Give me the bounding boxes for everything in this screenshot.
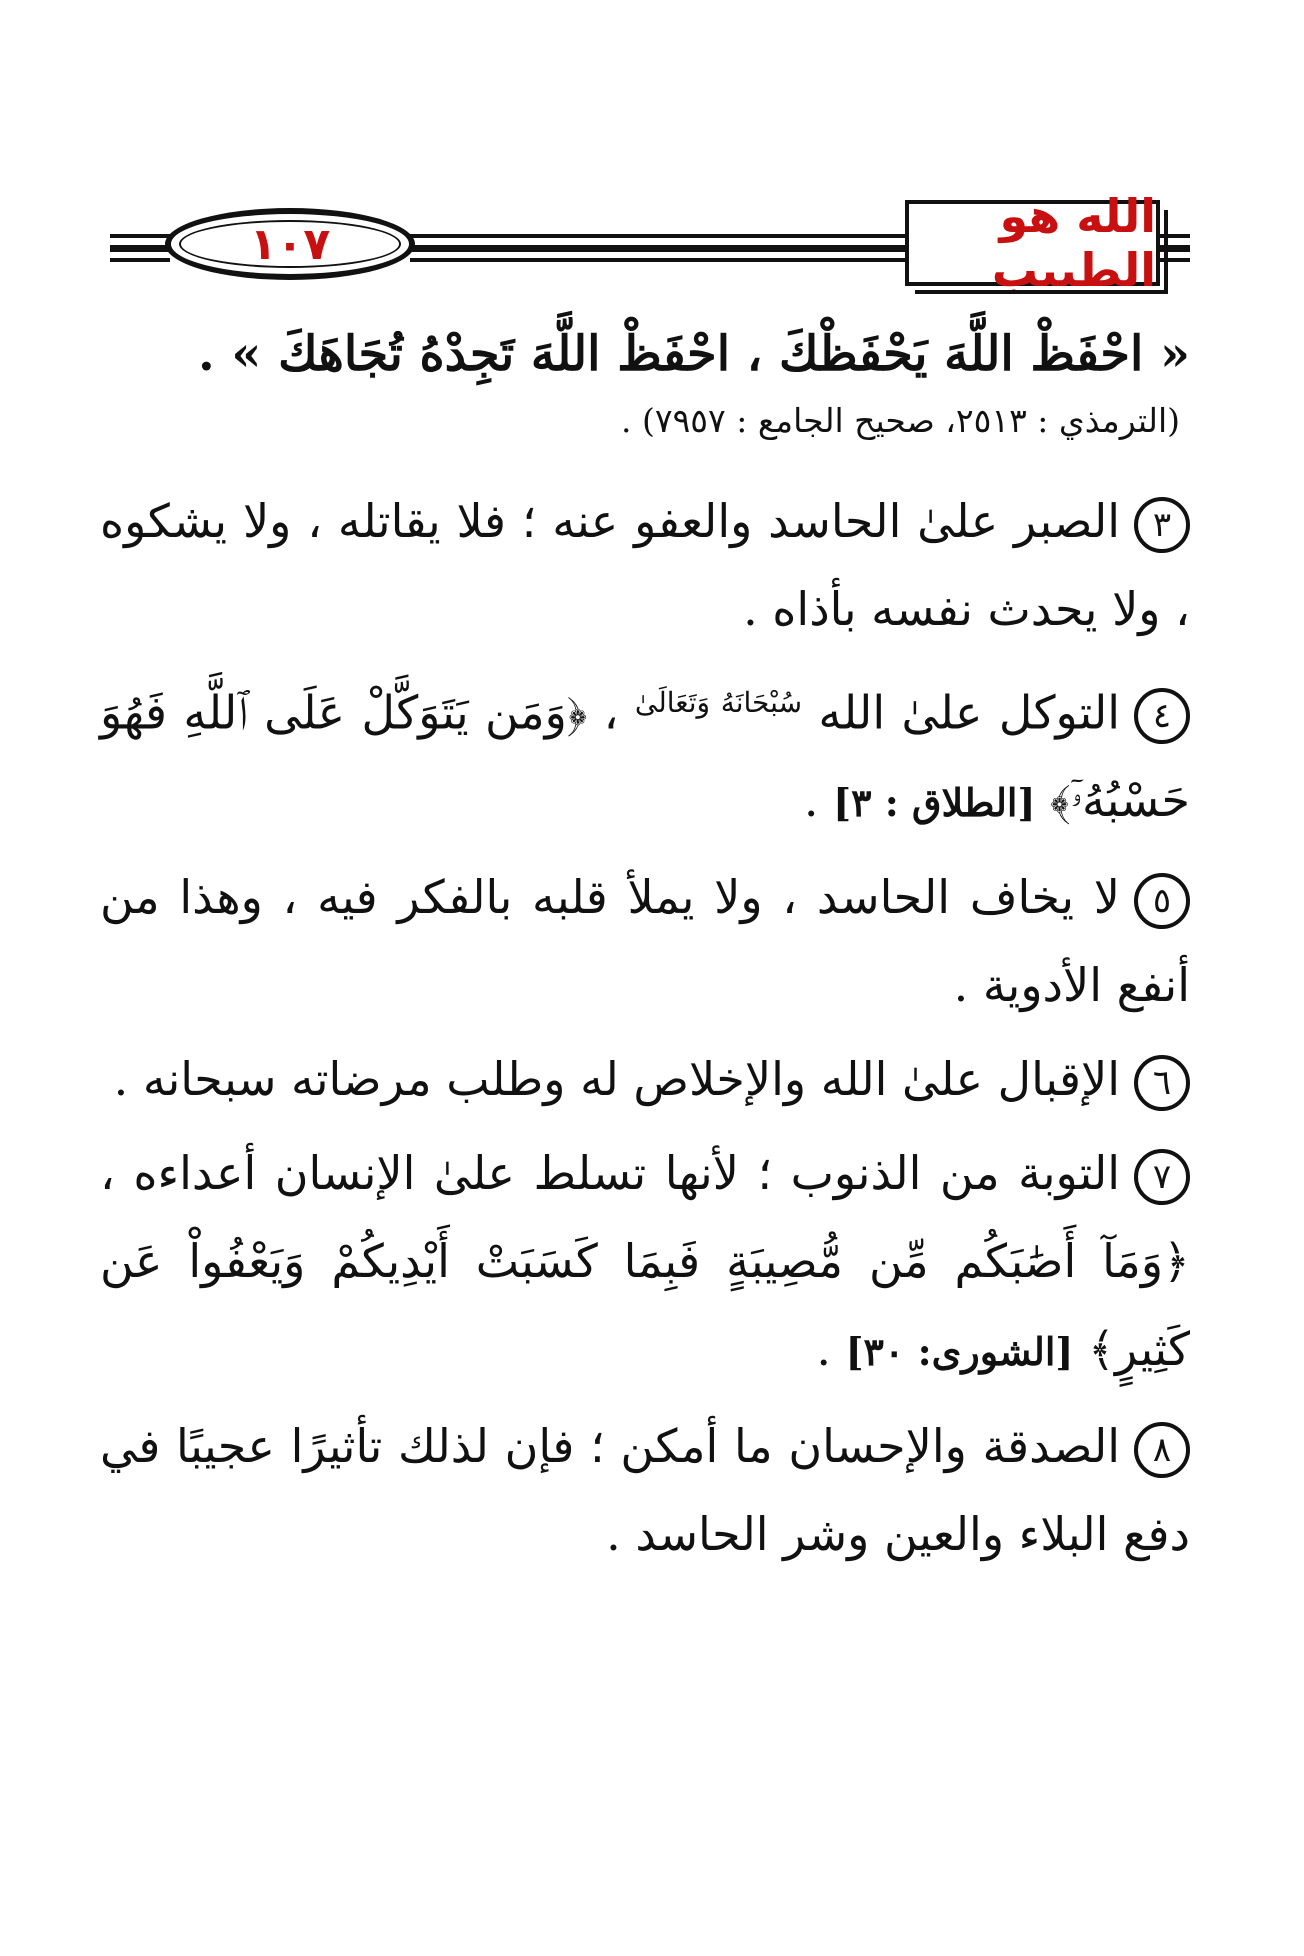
list-item xyxy=(100,853,1190,1029)
header-rule xyxy=(110,234,170,238)
page-body xyxy=(100,315,1190,1584)
honorific-glyph: سُبْحَانَهُ وَتَعَالَىٰ xyxy=(634,686,803,719)
list-item xyxy=(100,659,1190,847)
list-item xyxy=(100,1402,1190,1578)
item-text: الإقبال علىٰ الله والإخلاص له وطلب مرضاته سبحانه . xyxy=(113,1052,1120,1107)
quran-verse: ﴿وَمَآ أَصَٰبَكُم مِّن مُّصِيبَةٍ فَبِمَا كَسَبَتْ أَيْدِيكُمْ وَيَعْفُواْ عَن كَثِيرٍ﴾ xyxy=(100,1234,1190,1377)
page-header xyxy=(110,189,1190,297)
item-number: ٨ xyxy=(1134,1422,1190,1478)
list-item xyxy=(100,1129,1190,1396)
item-text: الصبر علىٰ الحاسد والعفو عنه ؛ فلا يقاتله ، ولا يشكوه ، ولا يحدث نفسه بأذاه . xyxy=(100,494,1190,636)
hadith-text: « احْفَظْ اللَّهَ يَحْفَظْكَ ، احْفَظْ اللَّهَ تَجِدْهُ تُجَاهَكَ » . xyxy=(197,326,1190,382)
item-number: ٧ xyxy=(1134,1149,1190,1205)
item-text: التوبة من الذنوب ؛ لأنها تسلط علىٰ الإنسان أعداءه ، xyxy=(100,1146,1120,1201)
page-number-badge xyxy=(165,208,415,280)
quran-verse: ﴿وَمَن يَتَوَكَّلْ عَلَى ٱللَّهِ فَهُوَ حَسْبُهُۥٓ﴾ xyxy=(100,685,1190,828)
list-item xyxy=(100,477,1190,653)
item-end: . xyxy=(803,773,819,828)
header-rule xyxy=(410,234,910,238)
item-number: ٣ xyxy=(1134,497,1190,553)
verse-reference: [الشورى: ٣٠] xyxy=(845,1329,1074,1375)
item-number: ٤ xyxy=(1134,688,1190,744)
item-number: ٥ xyxy=(1134,873,1190,929)
chapter-title-box xyxy=(905,189,1160,297)
item-text: التوكل علىٰ الله xyxy=(818,685,1120,740)
item-number: ٦ xyxy=(1134,1055,1190,1111)
page-number: ١٠٧ xyxy=(249,218,331,270)
header-rule xyxy=(110,245,170,252)
list-item xyxy=(100,1035,1190,1123)
chapter-title: الله هو الطبيب xyxy=(991,189,1156,297)
hadith-source: (الترمذي : ٢٥١٣، صحيح الجامع : ٧٩٥٧) . xyxy=(620,401,1180,440)
item-text: الصدقة والإحسان ما أمكن ؛ فإن لذلك تأثيرًا عجيبًا في دفع البلاء والعين وشر الحاسد . xyxy=(100,1419,1190,1562)
item-end: . xyxy=(816,1322,831,1377)
verse-reference: [الطلاق : ٣] xyxy=(833,780,1036,826)
header-rule xyxy=(410,258,910,262)
header-rule xyxy=(410,245,910,252)
item-text: لا يخاف الحاسد ، ولا يملأ قلبه بالفكر فيه ، وهذا من أنفع الأدوية . xyxy=(100,870,1190,1013)
header-rule xyxy=(110,258,170,262)
item-comma: ، xyxy=(603,685,619,740)
